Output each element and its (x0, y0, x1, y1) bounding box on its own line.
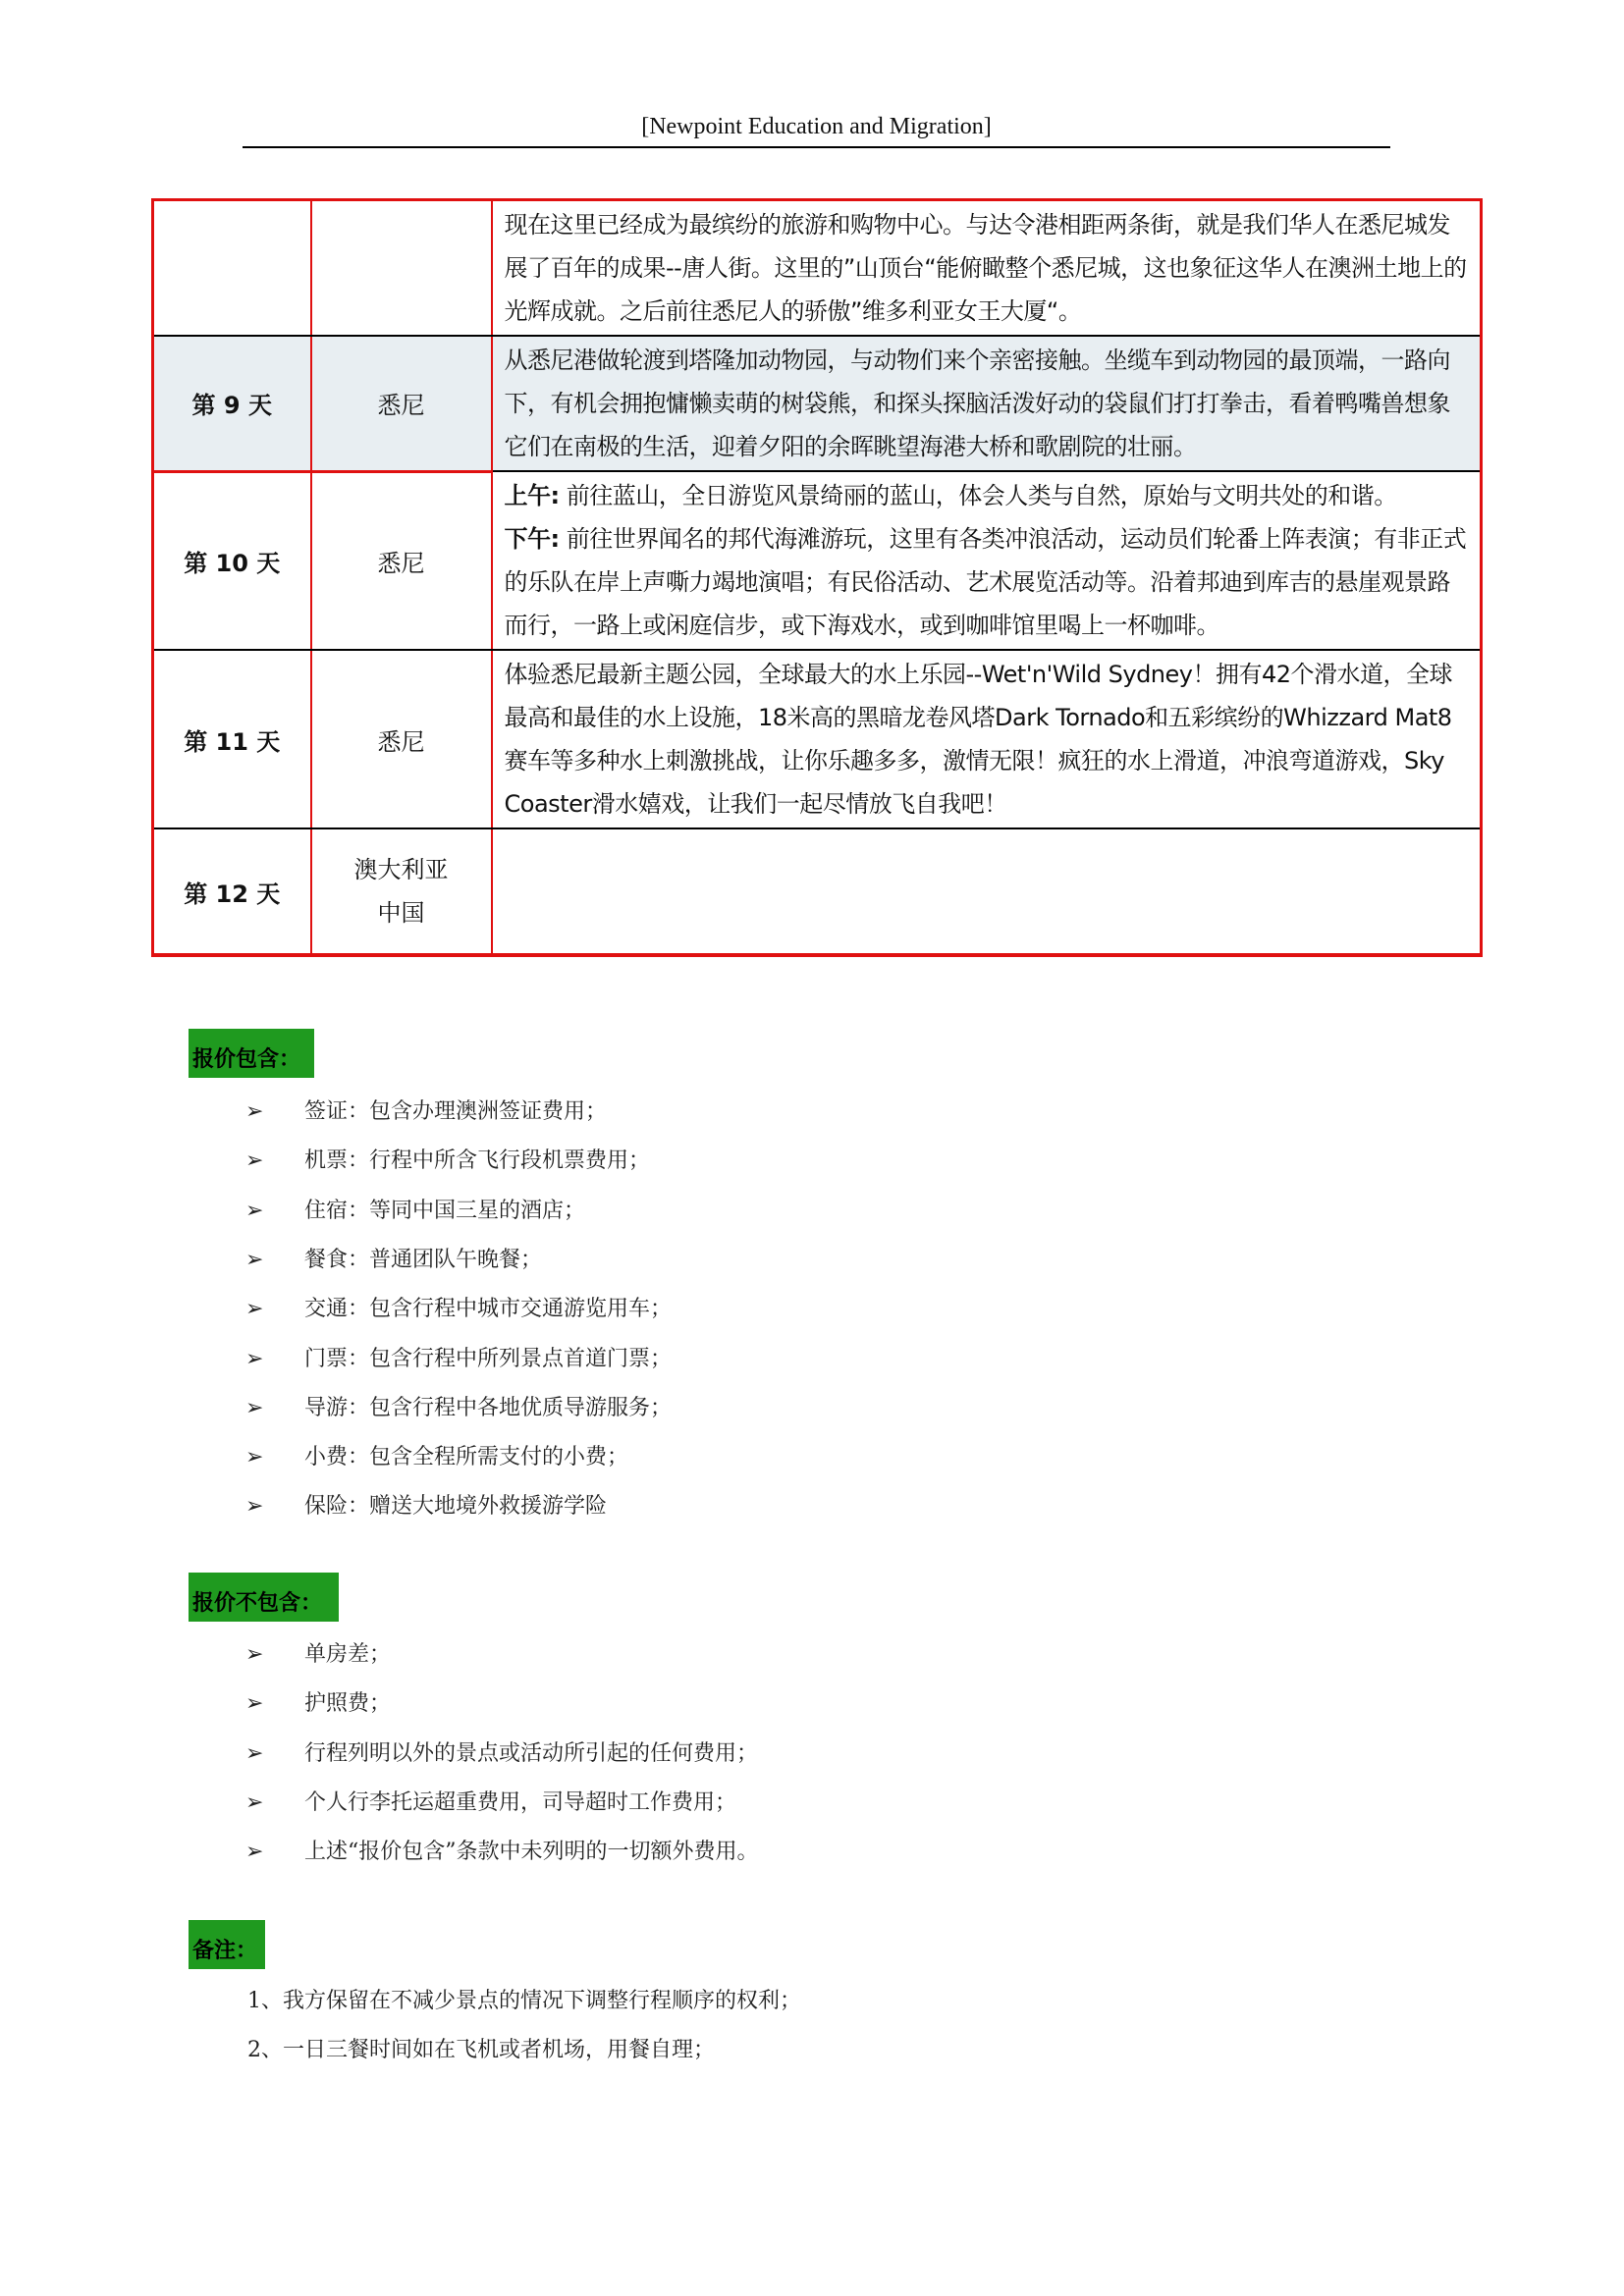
city-line: 澳大利亚 (353, 856, 449, 883)
list-item-text: 导游：包含行程中各地优质导游服务； (304, 1395, 673, 1420)
arrow-bullet-icon: ➢ (245, 1247, 264, 1272)
day-cell: 第 12 天 (153, 828, 311, 955)
includes-heading: 报价包含： (189, 1029, 314, 1078)
itinerary-table (151, 198, 1483, 957)
description-cell (492, 471, 1482, 650)
list-item (245, 1243, 542, 1273)
arrow-bullet-icon: ➢ (245, 1346, 264, 1371)
morning-text: 前往蓝山，全日游览风景绮丽的蓝山，体会人类与自然，原始与文明共处的和谐。 (559, 482, 1397, 509)
table-row (153, 471, 1482, 650)
arrow-bullet-icon: ➢ (245, 1740, 264, 1766)
list-item (245, 1489, 607, 1520)
description-cell: 现在这里已经成为最缤纷的旅游和购物中心。与达令港相距两条街，就是我们华人在悉尼城发展了百年的成果--唐人街。这里的”山顶台“能俯瞰整个悉尼城，这也象征这华人在澳洲土地上的光辉成就。之后前往悉尼人的骄傲”维多利亚女王大厦“。 (492, 200, 1482, 337)
arrow-bullet-icon: ➢ (245, 1691, 264, 1717)
list-item (245, 1144, 650, 1174)
list-item (245, 1786, 736, 1816)
list-item-text: 住宿：等同中国三星的酒店； (304, 1198, 586, 1223)
arrow-bullet-icon: ➢ (245, 1297, 264, 1322)
city-cell (311, 828, 492, 955)
city-cell (311, 200, 492, 337)
city-cell: 悉尼 (311, 650, 492, 828)
list-item-text: 保险：赠送大地境外救援游学险 (304, 1494, 608, 1520)
table-row (153, 336, 1482, 471)
arrow-bullet-icon: ➢ (245, 1099, 264, 1124)
remark-item: 1、我方保留在不减少景点的情况下调整行程顺序的权利； (247, 1989, 801, 2013)
description-cell: 从悉尼港做轮渡到塔隆加动物园，与动物们来个亲密接触。坐缆车到动物园的最顶端，一路向下，有机会拥抱慵懒卖萌的树袋熊，和探头探脑活泼好动的袋鼠们打打拳击，看着鸭嘴兽想象它们在南极的生活，迎着夕阳的余晖眺望海港大桥和歌剧院的壮丽。 (492, 336, 1482, 471)
list-item (245, 1736, 758, 1767)
arrow-bullet-icon: ➢ (245, 1789, 264, 1815)
morning-label: 上午: (504, 482, 560, 509)
list-item (245, 1095, 607, 1125)
list-item-text: 门票：包含行程中所列景点首道门票； (304, 1346, 673, 1371)
list-item-text: 单房差； (304, 1642, 392, 1667)
list-item (245, 1835, 759, 1865)
arrow-bullet-icon: ➢ (245, 1395, 264, 1420)
list-item-text: 行程列明以外的景点或活动所引起的任何费用； (304, 1740, 759, 1766)
list-item (245, 1391, 672, 1421)
remarks-heading: 备注： (189, 1920, 265, 1969)
remark-item: 2、一日三餐时间如在飞机或者机场，用餐自理； (247, 2038, 715, 2062)
description-cell: 体验悉尼最新主题公园，全球最大的水上乐园--Wet'n'Wild Sydney！拥有42个滑水道，全球最高和最佳的水上设施，18米高的黑暗龙卷风塔Dark Tornado和五彩缤纷的Whizzard Mat8赛车等多种水上刺激挑战，让你乐趣多多，激情无限！疯狂的水上滑道，冲浪弯道游戏，Sky Coaster滑水嬉戏，让我们一起尽情放飞自我吧！ (492, 650, 1482, 828)
arrow-bullet-icon: ➢ (245, 1494, 264, 1520)
day-cell: 第 11 天 (153, 650, 311, 828)
list-item-text: 上述“报价包含”条款中未列明的一切额外费用。 (304, 1840, 759, 1865)
city-cell: 悉尼 (311, 471, 492, 650)
list-item (245, 1194, 585, 1224)
afternoon-text: 前往世界闻名的邦代海滩游玩，这里有各类冲浪活动，运动员们轮番上阵表演；有非正式的乐队在岸上声嘶力竭地演唱；有民俗活动、艺术展览活动等。沿着邦迪到库吉的悬崖观景路而行，一路上或闲庭信步，或下海戏水，或到咖啡馆里喝上一杯咖啡。 (504, 525, 1467, 639)
day-cell (153, 200, 311, 337)
list-item (245, 1440, 628, 1470)
list-item-text: 交通：包含行程中城市交通游览用车； (304, 1297, 673, 1322)
header-divider (243, 146, 1390, 148)
list-item (245, 1342, 672, 1372)
list-item-text: 小费：包含全程所需支付的小费； (304, 1445, 629, 1470)
arrow-bullet-icon: ➢ (245, 1148, 264, 1174)
table-row (153, 650, 1482, 828)
arrow-bullet-icon: ➢ (245, 1198, 264, 1223)
list-item-text: 护照费； (304, 1691, 392, 1717)
list-item-text: 餐食：普通团队午晚餐； (304, 1247, 543, 1272)
day-cell: 第 9 天 (153, 336, 311, 471)
arrow-bullet-icon: ➢ (245, 1840, 264, 1865)
list-item (245, 1686, 391, 1717)
excludes-heading: 报价不包含： (189, 1573, 339, 1622)
afternoon-label: 下午: (504, 525, 560, 553)
description-cell (492, 828, 1482, 955)
list-item-text: 签证：包含办理澳洲签证费用； (304, 1099, 608, 1124)
day-cell: 第 10 天 (153, 471, 311, 650)
city-line: 中国 (377, 899, 425, 927)
table-row (153, 828, 1482, 955)
arrow-bullet-icon: ➢ (245, 1642, 264, 1667)
city-cell: 悉尼 (311, 336, 492, 471)
list-item-text: 个人行李托运超重费用，司导超时工作费用； (304, 1789, 737, 1815)
page-header: [Newpoint Education and Migration] (641, 114, 992, 139)
arrow-bullet-icon: ➢ (245, 1445, 264, 1470)
table-row (153, 200, 1482, 337)
list-item-text: 机票：行程中所含飞行段机票费用； (304, 1148, 651, 1174)
list-item (245, 1637, 391, 1668)
list-item (245, 1292, 672, 1322)
